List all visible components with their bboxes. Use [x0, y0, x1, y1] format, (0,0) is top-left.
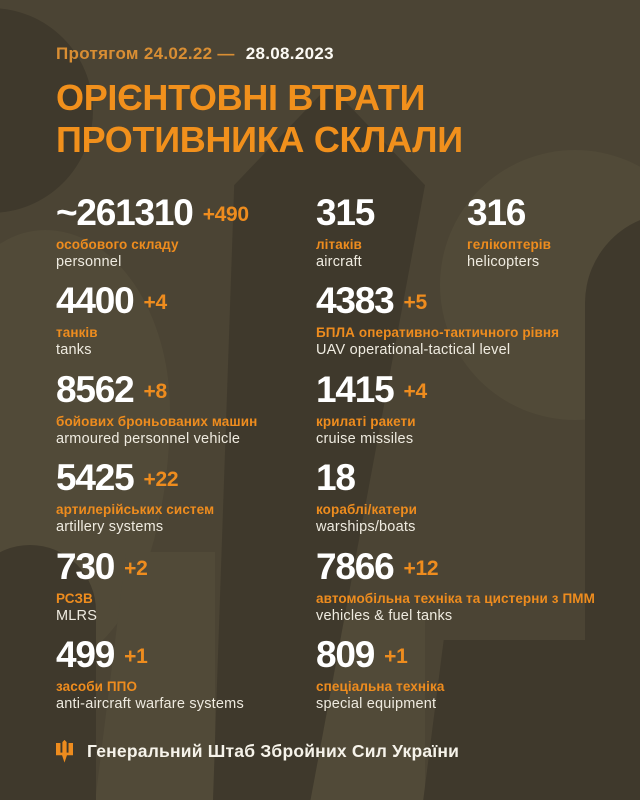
- stat-vehicles: [316, 545, 622, 637]
- stat-value: 8562: [56, 368, 134, 410]
- stat-label-ua: особового складу: [56, 236, 179, 252]
- period-line: [56, 44, 622, 64]
- stat-delta: +5: [403, 291, 427, 314]
- stat-value: 499: [56, 634, 115, 675]
- stat-value: 4383: [316, 280, 394, 321]
- stat-label-ua: спеціальна техніка: [316, 679, 445, 694]
- stat-value: 316: [467, 191, 526, 233]
- stat-delta: +12: [403, 556, 439, 580]
- stat-uav: [316, 282, 622, 371]
- stat-delta: +2: [124, 556, 148, 580]
- stat-label-en: MLRS: [56, 607, 98, 624]
- stat-value: 5425: [56, 457, 134, 498]
- stat-label-en: artillery systems: [56, 519, 164, 535]
- stat-value: 730: [56, 545, 115, 587]
- stat-label-ua: танків: [56, 325, 98, 340]
- stat-label-ua: крилаті ракети: [316, 413, 416, 429]
- stat-label-ua: автомобільна техніка та цистерни з ПММ: [316, 590, 595, 606]
- stat-label-ua: гелікоптерів: [467, 236, 552, 252]
- source-attribution: Генеральний Штаб Збройних Сил України: [87, 740, 460, 761]
- stat-label-en: aircraft: [316, 253, 362, 270]
- stat-label-ua: літаків: [316, 236, 362, 252]
- stat-label-en: vehicles & fuel tanks: [316, 607, 453, 624]
- stat-delta: +8: [143, 379, 167, 403]
- stat-label-en: UAV operational-tactical level: [316, 342, 511, 358]
- stat-delta: +22: [143, 468, 179, 491]
- period-date: 28.08.2023: [245, 44, 334, 63]
- stat-label-en: anti-aircraft warfare systems: [56, 696, 244, 712]
- stat-label-ua: БПЛА оперативно-тактичного рівня: [316, 325, 560, 340]
- page-title: [56, 77, 622, 161]
- trident-icon: [56, 739, 73, 764]
- stat-value: ~261310: [56, 191, 193, 233]
- stat-apv: [56, 368, 316, 460]
- period-prefix: Протягом 24.02.22 —: [56, 44, 235, 63]
- stat-value: 315: [316, 191, 375, 233]
- stat-label-ua: засоби ППО: [56, 679, 138, 694]
- stats-grid: [56, 191, 622, 725]
- stat-personnel: [56, 191, 316, 283]
- stat-label-en: warships/boats: [316, 519, 416, 535]
- stat-label-ua: бойових броньованих машин: [56, 413, 258, 429]
- stat-warships: [316, 459, 622, 548]
- stat-label-en: helicopters: [467, 253, 540, 270]
- stat-label-en: tanks: [56, 342, 92, 358]
- stat-delta: +4: [403, 379, 427, 403]
- stat-tanks: [56, 282, 316, 371]
- stat-delta: +1: [124, 645, 148, 668]
- stat-aircraft: [316, 191, 467, 283]
- stat-value: 4400: [56, 280, 134, 321]
- stat-value: 1415: [316, 368, 394, 410]
- stat-delta: +4: [143, 291, 167, 314]
- stat-cruise-missiles: [316, 368, 622, 460]
- stat-helicopters: [467, 191, 552, 283]
- stat-artillery: [56, 459, 316, 548]
- footer: [56, 739, 622, 764]
- stat-value: 18: [316, 457, 355, 498]
- title-line-1: ОРІЄНТОВНІ ВТРАТИ: [56, 77, 426, 118]
- title-line-2: ПРОТИВНИКА СКЛАЛИ: [56, 118, 463, 160]
- stat-label-en: personnel: [56, 253, 122, 270]
- stat-delta: +490: [202, 202, 249, 226]
- stat-label-en: cruise missiles: [316, 430, 414, 447]
- stat-label-ua: артилерійських систем: [56, 502, 215, 517]
- stat-delta: +1: [384, 645, 408, 668]
- stat-mlrs: [56, 545, 316, 637]
- stat-label-en: special equipment: [316, 696, 437, 712]
- stat-special-equipment: [316, 636, 622, 725]
- stat-value: 7866: [316, 545, 394, 587]
- stats-air-row: [316, 191, 622, 283]
- stat-value: 809: [316, 634, 375, 675]
- stat-anti-aircraft: [56, 636, 316, 725]
- stat-label-ua: РСЗВ: [56, 590, 93, 606]
- stat-label-ua: кораблі/катери: [316, 502, 417, 517]
- stat-label-en: armoured personnel vehicle: [56, 430, 241, 447]
